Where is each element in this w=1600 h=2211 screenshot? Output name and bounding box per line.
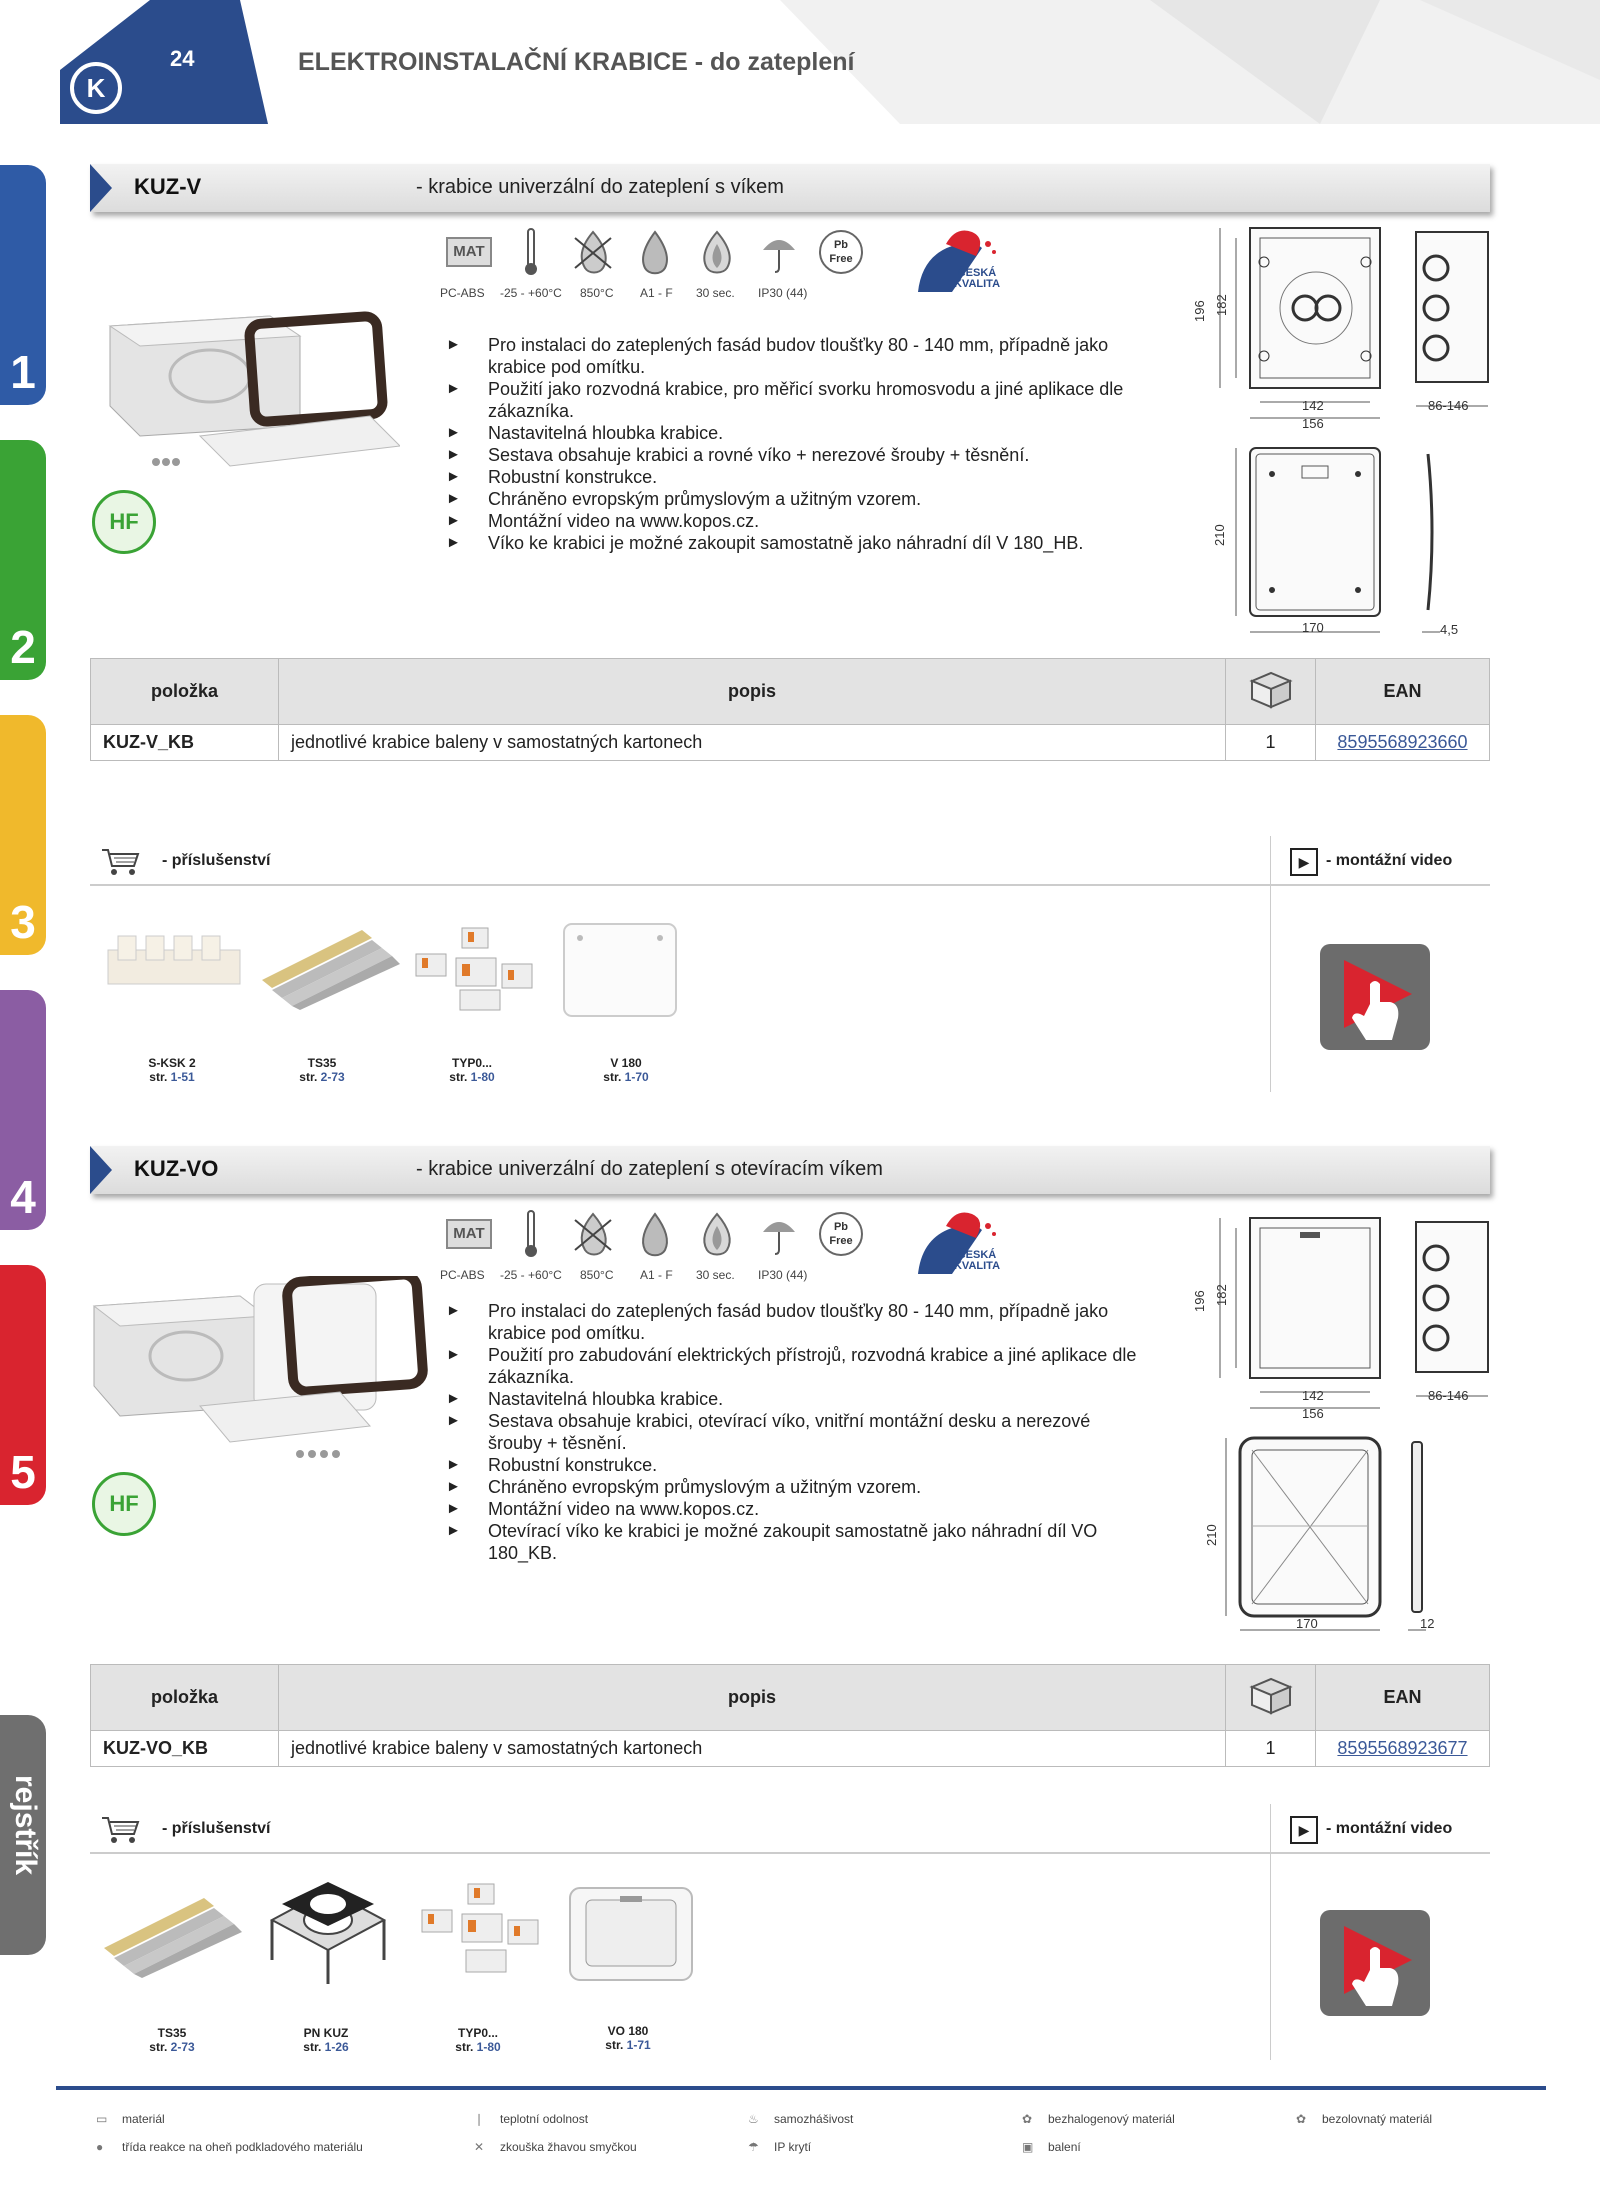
item-description: jednotlivé krabice baleny v samostatných kartonech (279, 725, 1226, 761)
accessory-photo (104, 930, 244, 1000)
accessory-page-link[interactable]: 2-73 (170, 2040, 195, 2054)
product-code: KUZ-VO (134, 1156, 219, 1181)
legend-item: ▭ materiál (96, 2112, 165, 2126)
label-material: PC-ABS (440, 1268, 485, 1282)
legend-divider (56, 2086, 1546, 2090)
feature-item: ► Sestava obsahuje krabici a rovné víko + nerezové šrouby + těsnění. (446, 444, 1146, 466)
product-table-kuz-v (90, 658, 1490, 761)
label-fire-class: A1 - F (640, 286, 673, 300)
side-tab-5[interactable]: 5 (0, 1265, 46, 1505)
dim-lid-width: 170 (1302, 620, 1324, 635)
umbrella-icon: ☂ (748, 2140, 759, 2154)
umbrella-icon (748, 226, 810, 278)
thermometer-icon: ❘ (474, 2112, 485, 2126)
czech-quality-text: ČESKÁ KVALITA (953, 267, 1001, 290)
product-description: - krabice univerzální do zateplení s víkem (416, 176, 784, 198)
legend-item: ● třída reakce na oheň podkladového materiálu (96, 2140, 363, 2154)
feature-item: ► Použití pro zabudování elektrických přístrojů, rozvodná krabice a jiné aplikace dle zákazníka. (446, 1344, 1146, 1388)
accessory-item[interactable]: PN KUZ str. 1-26 (303, 2026, 349, 2054)
video-play-button[interactable] (1320, 944, 1430, 1050)
section-marker-icon (90, 1146, 112, 1194)
legend-item: ✿ bezolovnatý materiál (1296, 2112, 1433, 2126)
accessory-page-link[interactable]: 1-71 (626, 2038, 651, 2052)
feature-item: ► Otevírací víko ke krabici je možné zakoupit samostatně jako náhradní díl VO 180_KB. (446, 1520, 1146, 1564)
accessory-page-link[interactable]: 2-73 (320, 1070, 345, 1084)
video-label: - montážní video (1326, 1820, 1453, 1837)
accessory-item[interactable]: S-KSK 2 str. 1-51 (148, 1056, 196, 1084)
feature-item: ► Chráněno evropským průmyslovým a užitným vzorem. (446, 1476, 1146, 1498)
item-quantity: 1 (1226, 725, 1316, 761)
property-icons (438, 1208, 872, 1260)
flame-icon (686, 1208, 748, 1260)
dim-lid-height: 210 (1212, 524, 1227, 546)
dim-depth: 86-146 (1428, 398, 1469, 413)
table-row (91, 1731, 1490, 1767)
accessory-photo (566, 1884, 696, 1984)
accessory-item[interactable]: TS35 str. 2-73 (149, 2026, 195, 2054)
property-icons (438, 226, 872, 278)
company-logo: K (70, 62, 122, 114)
flame-icon (686, 226, 748, 278)
feature-item: ► Sestava obsahuje krabici, otevírací víko, vnitřní montážní desku a nerezové šrouby + těsnění. (446, 1410, 1146, 1454)
accessory-name: TYP0... (451, 1056, 492, 1070)
accessory-item[interactable]: TYP0... str. 1-80 (449, 1056, 495, 1084)
legend-item: ☂ IP krytí (748, 2140, 812, 2154)
feature-item: ► Robustní konstrukce. (446, 1454, 1146, 1476)
feature-item: ► Pro instalaci do zateplených fasád budov tloušťky 80 - 140 mm, případně jako krabice pod omítku. (446, 1300, 1146, 1344)
package-icon (1226, 659, 1316, 725)
accessory-page-link[interactable]: 1-80 (470, 1070, 495, 1084)
feature-item: ► Víko ke krabici je možné zakoupit samostatně jako náhradní díl V 180_HB. (446, 532, 1146, 554)
accessory-name: TS35 (307, 1056, 337, 1070)
halogen-free-icon: ✿ (1022, 2112, 1033, 2126)
ean-link[interactable]: 8595568923660 (1337, 732, 1468, 752)
dim-lid-depth: 4,5 (1440, 622, 1459, 637)
accessory-item[interactable]: VO 180 str. 1-71 (605, 2024, 651, 2052)
accessory-name: TYP0... (457, 2026, 498, 2040)
dim-lid-height: 210 (1204, 1524, 1219, 1546)
dim-height-inner: 182 (1214, 1284, 1229, 1306)
label-fire-class: A1 - F (640, 1268, 673, 1282)
dim-width-outer: 156 (1302, 1406, 1324, 1421)
accessory-name: PN KUZ (303, 2026, 349, 2040)
product-code: KUZ-V (134, 174, 202, 199)
play-icon[interactable]: ▶ (1290, 848, 1318, 876)
label-material: PC-ABS (440, 286, 485, 300)
technical-drawing-kuz-vo (1200, 1212, 1500, 1642)
label-ip: IP30 (44) (758, 286, 808, 300)
accessory-photo (560, 920, 680, 1020)
col-description: popis (279, 659, 1226, 725)
label-glow-wire: 850°C (580, 1268, 614, 1282)
dim-width-inner: 142 (1302, 398, 1324, 413)
accessory-name: VO 180 (607, 2024, 649, 2038)
umbrella-icon (748, 1208, 810, 1260)
accessory-photo (412, 924, 542, 1014)
drop-icon: ● (96, 2140, 104, 2154)
lead-free-icon: ✿ (1296, 2112, 1307, 2126)
material-icon: MAT (446, 1219, 492, 1249)
accessory-item[interactable]: V 180 str. 1-70 (603, 1056, 649, 1084)
accessory-name: TS35 (157, 2026, 187, 2040)
dim-width-inner: 142 (1302, 1388, 1324, 1403)
product-table-kuz-vo (90, 1664, 1490, 1767)
dim-height-outer: 196 (1192, 300, 1207, 322)
halogen-free-badge: HF (92, 1472, 156, 1536)
side-tab-index-label: rejstřík (9, 1775, 42, 1876)
feature-item: ► Použití jako rozvodná krabice, pro měřicí svorku hromosvodu a jiné aplikace dle zákazníka. (446, 378, 1146, 422)
side-tab-3[interactable]: 3 (0, 715, 46, 955)
col-ean: EAN (1316, 659, 1490, 725)
legend-item: ▣ balení (1022, 2140, 1081, 2154)
accessory-name: S-KSK 2 (148, 1056, 196, 1070)
video-hand-icon (1320, 1910, 1430, 2016)
package-icon: ▣ (1022, 2140, 1034, 2154)
glow-wire-icon (562, 1208, 624, 1260)
side-tab-4[interactable]: 4 (0, 990, 46, 1230)
technical-drawing-kuz-v (1200, 222, 1500, 642)
lead-free-icon: Pb Free (819, 1212, 863, 1256)
czech-quality-logo (912, 226, 1002, 296)
video-hand-icon (1320, 944, 1430, 1050)
dim-width-outer: 156 (1302, 416, 1324, 431)
legend-item: ✕ zkouška žhavou smyčkou (474, 2140, 637, 2154)
section-marker-icon (90, 164, 112, 212)
accessory-name: V 180 (610, 1056, 642, 1070)
accessory-photo (262, 1880, 392, 1990)
accessory-photo (262, 920, 402, 1010)
accessory-page-link[interactable]: 1-51 (170, 1070, 195, 1084)
flame-icon: ♨ (748, 2112, 759, 2126)
video-play-button[interactable] (1320, 1910, 1430, 2016)
dim-height-inner: 182 (1214, 294, 1229, 316)
accessories-bar-kuz-vo (90, 1804, 1490, 1854)
legend-item: ♨ samozhášivost (748, 2112, 854, 2126)
video-label: - montážní video (1326, 852, 1453, 869)
accessory-page-link[interactable]: 1-70 (624, 1070, 649, 1084)
feature-item: ► Nastavitelná hloubka krabice. (446, 1388, 1146, 1410)
dim-lid-width: 170 (1296, 1616, 1318, 1631)
lead-free-icon: Pb Free (819, 230, 863, 274)
item-code: KUZ-V_KB (91, 725, 279, 761)
thermometer-icon (500, 1208, 562, 1260)
accessories-label: - příslušenství (162, 852, 271, 869)
czech-quality-logo (912, 1208, 1002, 1278)
section-bar-kuz-vo (90, 1146, 1490, 1194)
product-photo-kuz-vo (90, 1276, 430, 1466)
feature-item: ► Nastavitelná hloubka krabice. (446, 422, 1146, 444)
feature-item: ► Robustní konstrukce. (446, 466, 1146, 488)
page-number: 24 (170, 46, 195, 71)
col-description: popis (279, 1665, 1226, 1731)
side-tab-1[interactable]: 1 (0, 165, 46, 405)
dim-height-outer: 196 (1192, 1290, 1207, 1312)
label-glow-wire: 850°C (580, 286, 614, 300)
item-quantity: 1 (1226, 1731, 1316, 1767)
cart-icon (100, 846, 140, 876)
dim-depth: 86-146 (1428, 1388, 1469, 1403)
halogen-free-badge: HF (92, 490, 156, 554)
accessories-label: - příslušenství (162, 1820, 271, 1837)
label-temperature: -25 - +60°C (500, 1268, 562, 1282)
accessory-item[interactable]: TS35 str. 2-73 (299, 1056, 345, 1084)
accessories-bar-kuz-v (90, 836, 1490, 886)
legend-item: ✿ bezhalogenový materiál (1022, 2112, 1175, 2126)
page-title: ELEKTROINSTALAČNÍ KRABICE - do zateplení (298, 48, 855, 76)
feature-item: ► Pro instalaci do zateplených fasád budov tloušťky 80 - 140 mm, případně jako krabice pod omítku. (446, 334, 1146, 378)
play-icon[interactable]: ▶ (1290, 1816, 1318, 1844)
czech-quality-text: ČESKÁ KVALITA (953, 1249, 1001, 1272)
accessory-page-link[interactable]: 1-26 (324, 2040, 349, 2054)
accessory-photo (104, 1888, 244, 1978)
section-bar-kuz-v (90, 164, 1490, 212)
item-description: jednotlivé krabice baleny v samostatných kartonech (279, 1731, 1226, 1767)
label-ip: IP30 (44) (758, 1268, 808, 1282)
col-ean: EAN (1316, 1665, 1490, 1731)
label-self-ext: 30 sec. (696, 1268, 735, 1282)
accessory-photo (418, 1880, 548, 1980)
material-icon: ▭ (96, 2112, 108, 2126)
thermometer-icon (500, 226, 562, 278)
feature-item: ► Montážní video na www.kopos.cz. (446, 510, 1146, 532)
glow-wire-icon (562, 226, 624, 278)
glow-wire-icon: ✕ (474, 2140, 485, 2154)
material-icon: MAT (446, 237, 492, 267)
ean-link[interactable]: 8595568923677 (1337, 1738, 1468, 1758)
label-temperature: -25 - +60°C (500, 286, 562, 300)
table-row (91, 725, 1490, 761)
col-item: položka (91, 1665, 279, 1731)
package-icon (1226, 1665, 1316, 1731)
label-self-ext: 30 sec. (696, 286, 735, 300)
accessory-page-link[interactable]: 1-80 (476, 2040, 501, 2054)
drop-icon (624, 1208, 686, 1260)
col-item: položka (91, 659, 279, 725)
accessory-item[interactable]: TYP0... str. 1-80 (455, 2026, 501, 2054)
drop-icon (624, 226, 686, 278)
cart-icon (100, 1814, 140, 1844)
product-description: - krabice univerzální do zateplení s otevíracím víkem (416, 1158, 883, 1180)
item-code: KUZ-VO_KB (91, 1731, 279, 1767)
feature-item: ► Montážní video na www.kopos.cz. (446, 1498, 1146, 1520)
product-photo-kuz-v (100, 296, 400, 476)
dim-lid-depth: 12 (1420, 1616, 1435, 1631)
legend-item: ❘ teplotní odolnost (474, 2112, 589, 2126)
side-tab-index[interactable] (0, 1715, 46, 1955)
side-tab-2[interactable]: 2 (0, 440, 46, 680)
feature-item: ► Chráněno evropským průmyslovým a užitným vzorem. (446, 488, 1146, 510)
